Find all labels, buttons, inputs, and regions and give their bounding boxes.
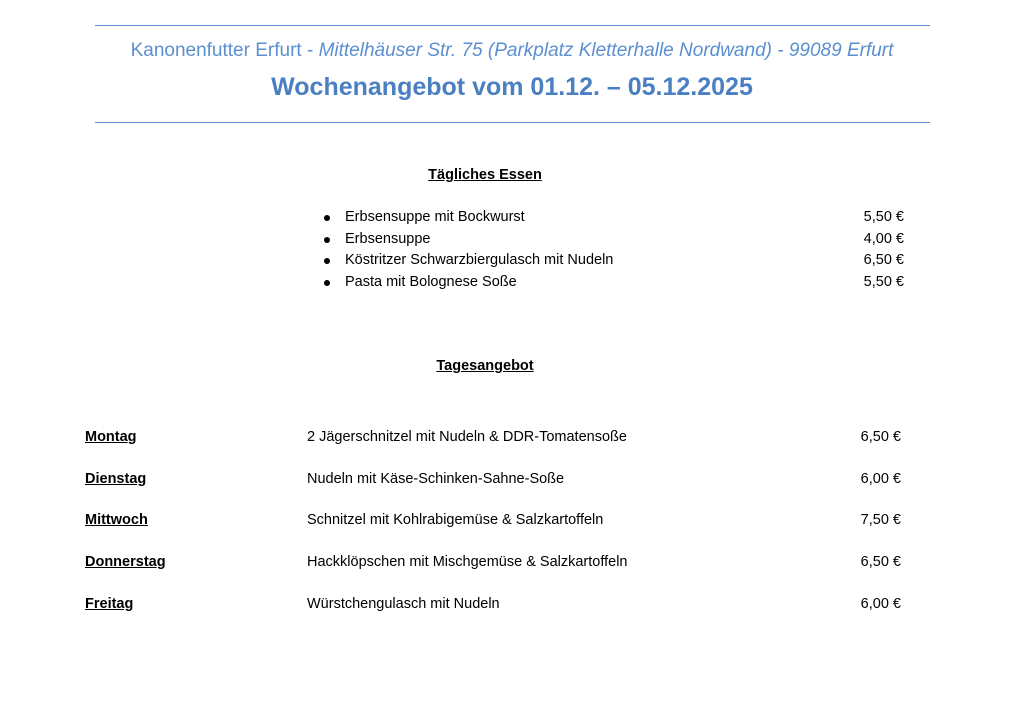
- dish-name: Köstritzer Schwarzbiergulasch mit Nudeln: [345, 252, 614, 268]
- weekday-label: Montag: [85, 429, 137, 445]
- dish-name: Erbsensuppe: [345, 230, 431, 247]
- table-row: [85, 554, 905, 574]
- dish-name: 2 Jägerschnitzel mit Nudeln & DDR-Tomatensoße: [307, 429, 627, 445]
- bullet-icon: [324, 280, 330, 286]
- restaurant-address-line: [0, 40, 1024, 62]
- dish-price: 6,00 €: [860, 596, 901, 612]
- dish-price: 5,50 €: [863, 209, 904, 225]
- dish-name: Erbsensuppe mit Bockwurst: [345, 209, 525, 225]
- list-item: [320, 209, 910, 231]
- restaurant-name: Kanonenfutter Erfurt -: [130, 40, 319, 61]
- restaurant-address: Mittelhäuser Str. 75 (Parkplatz Kletterhalle Nordwand) - 99089 Erfurt: [318, 40, 894, 61]
- header-bottom-rule: [95, 122, 930, 123]
- dish-name: Nudeln mit Käse-Schinken-Sahne-Soße: [307, 471, 565, 487]
- page-title: Wochenangebot vom 01.12. – 05.12.2025: [271, 73, 753, 101]
- dish-name: Würstchengulasch mit Nudeln: [307, 596, 500, 612]
- dish-price: 5,50 €: [863, 273, 904, 290]
- dish-price: 6,50 €: [860, 554, 901, 570]
- bullet-icon: [324, 258, 330, 264]
- list-item: [320, 274, 910, 296]
- header-top-rule: [95, 25, 930, 26]
- dish-price: 7,50 €: [860, 512, 901, 528]
- dish-name: Schnitzel mit Kohlrabigemüse & Salzkartoffeln: [307, 512, 604, 528]
- dish-price: 4,00 €: [863, 230, 904, 247]
- dish-price: 6,00 €: [860, 471, 901, 487]
- bullet-icon: [324, 215, 330, 221]
- table-row: [85, 471, 905, 491]
- daily-menu-heading: Tägliches Essen: [428, 167, 542, 183]
- list-item: [320, 252, 910, 274]
- daily-offers-heading: Tagesangebot: [436, 358, 534, 374]
- bullet-icon: [324, 237, 330, 243]
- dish-price: 6,50 €: [863, 252, 904, 268]
- dish-name: Pasta mit Bolognese Soße: [345, 273, 517, 290]
- list-item: [320, 231, 910, 253]
- table-row: [85, 596, 905, 616]
- dish-name: Hackklöpschen mit Mischgemüse & Salzkartoffeln: [307, 554, 628, 570]
- weekday-label: Freitag: [85, 596, 134, 612]
- weekday-label: Mittwoch: [85, 512, 148, 528]
- table-row: [85, 512, 905, 532]
- daily-menu-list: [320, 209, 910, 295]
- table-row: [85, 429, 905, 449]
- weekday-label: Donnerstag: [85, 554, 166, 570]
- dish-price: 6,50 €: [860, 429, 901, 445]
- weekday-label: Dienstag: [85, 471, 147, 487]
